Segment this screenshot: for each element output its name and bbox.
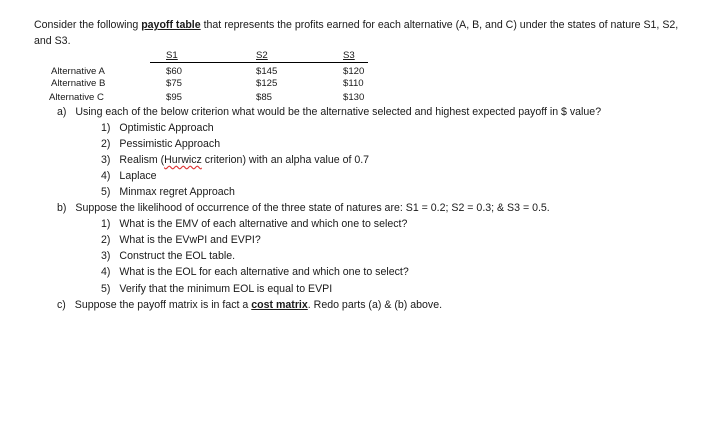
part-c-question: [57, 299, 442, 312]
part-c-text-before: Suppose the payoff matrix is in fact a: [74, 299, 252, 311]
cell-c-s2: $85: [256, 92, 273, 103]
cell-b-s1: $75: [166, 78, 183, 89]
spellcheck-flagged-word: Hurwicz: [164, 154, 202, 166]
table-header-rule: [150, 62, 368, 63]
item-text: Minmax regret Approach: [119, 186, 235, 198]
part-c-text-after: . Redo parts (a) & (b) above.: [307, 299, 443, 311]
item-text-cont: criterion) with an alpha value of 0.7: [201, 154, 370, 166]
part-a-question: [57, 106, 601, 119]
cell-b-s3: $110: [343, 78, 364, 89]
item-number: 2): [101, 234, 111, 246]
cell-c-s1: $95: [166, 92, 183, 103]
cell-c-s3: $130: [343, 92, 365, 103]
part-a-item-5: [101, 186, 235, 199]
item-number: 1): [101, 122, 111, 134]
item-number: 3): [101, 154, 111, 166]
part-a-item-3: [101, 154, 369, 167]
item-number: 4): [101, 266, 111, 278]
item-text: Optimistic Approach: [119, 122, 214, 134]
cell-a-s3: $120: [343, 66, 365, 77]
item-number: 3): [101, 250, 111, 262]
part-a-item-4: [101, 170, 157, 183]
part-b-text: Suppose the likelihood of occurrence of the three state of natures are: S1 = 0.2; S2 = 0.3; & S3 = 0.5.: [75, 202, 550, 214]
table-header-s2: S2: [256, 50, 268, 61]
item-text: What is the EMV of each alternative and which one to select?: [119, 218, 408, 230]
item-text: Verify that the minimum EOL is equal to EVPI: [119, 283, 333, 295]
item-text: Realism (: [119, 154, 165, 166]
part-c-term-cost-matrix: cost matrix: [251, 299, 308, 311]
item-text: Laplace: [119, 170, 157, 182]
part-b-item-4: [101, 266, 409, 279]
part-a-marker: a): [57, 106, 67, 118]
item-number: 4): [101, 170, 111, 182]
cell-a-s1: $60: [166, 66, 183, 77]
part-a-item-1: [101, 122, 214, 135]
payoff-table: [0, 50, 718, 108]
intro-text-before: Consider the following: [34, 19, 142, 31]
intro-paragraph: [34, 18, 694, 49]
table-header-s1: S1: [166, 50, 178, 61]
part-b-marker: b): [57, 202, 67, 214]
part-a-item-2: [101, 138, 220, 151]
item-text: Pessimistic Approach: [119, 138, 221, 150]
cell-b-s2: $125: [256, 78, 278, 89]
table-header-s3: S3: [343, 50, 355, 61]
item-text: What is the EOL for each alternative and which one to select?: [119, 266, 409, 278]
item-text: Construct the EOL table.: [119, 250, 236, 262]
part-b-item-3: [101, 250, 235, 263]
intro-text-after: that represents the profits earned for each alternative (A, B, and C) under the states of nature S1, S2, and S3.: [34, 19, 679, 47]
row-label-b: Alternative B: [51, 78, 106, 89]
part-a-text: Using each of the below criterion what would be the alternative selected and highest expected payoff in $ value?: [75, 106, 602, 118]
item-text: What is the EVwPI and EVPI?: [119, 234, 261, 246]
intro-term-payoff-table: payoff table: [141, 19, 201, 31]
cell-a-s2: $145: [256, 66, 278, 77]
part-b-item-5: [101, 283, 332, 296]
row-label-c: Alternative C: [49, 92, 104, 103]
part-b-item-2: [101, 234, 261, 247]
item-number: 2): [101, 138, 111, 150]
row-label-a: Alternative A: [51, 66, 105, 77]
part-b-question: [57, 202, 550, 215]
item-number: 5): [101, 283, 111, 295]
item-number: 1): [101, 218, 111, 230]
part-c-marker: c): [57, 299, 66, 311]
item-number: 5): [101, 186, 111, 198]
part-b-item-1: [101, 218, 407, 231]
